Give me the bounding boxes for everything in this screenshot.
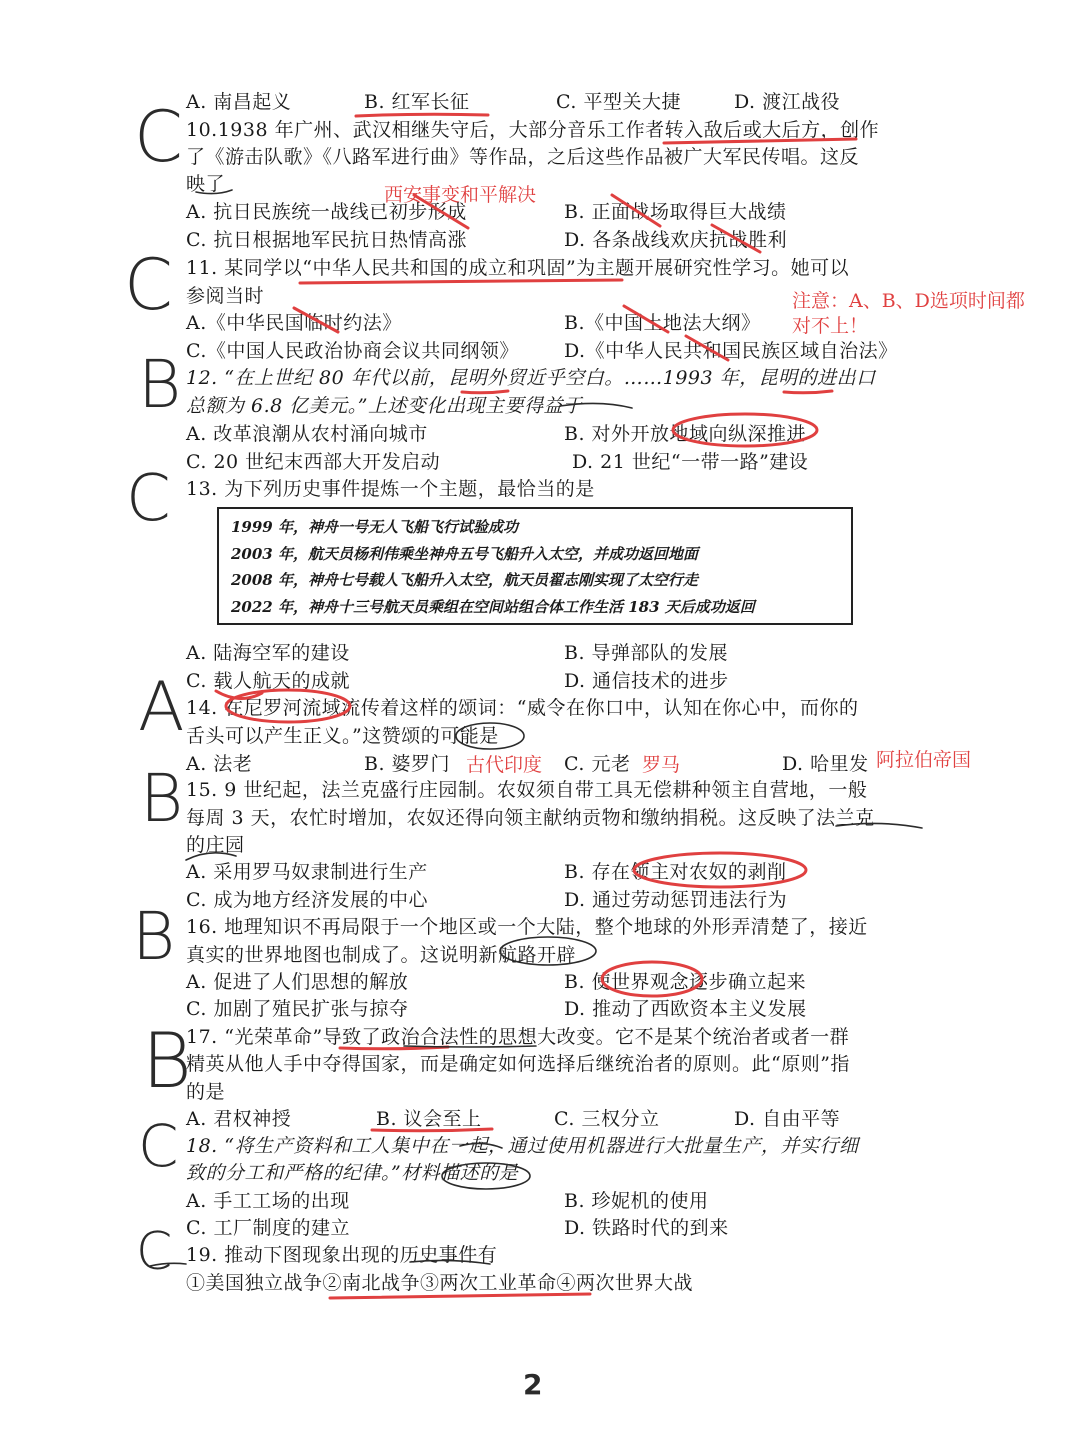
q10-handwritten-answer: C [134, 96, 183, 178]
q13-option-a: A. 陆海空军的建设 [186, 642, 350, 664]
strike-q11-a [294, 308, 338, 332]
circle-q12-b [673, 414, 817, 446]
q16-option-c: C. 加剧了殖民扩张与掠夺 [186, 998, 409, 1020]
q16-option-a: A. 促进了人们思想的解放 [186, 971, 409, 993]
q14-stem-line2: 舌头可以产生正义。”这赞颂的可能是 [186, 725, 499, 747]
pencil-q19-stem [410, 1260, 490, 1264]
pencil-q15-a [186, 853, 236, 860]
underline-q17-b [372, 1129, 492, 1131]
q11-stem-line1: 11. 某同学以“中华人民共和国的成立和巩固”为主题开展研究性学习。她可以 [186, 257, 850, 279]
q14-option-d: D. 哈里发 [782, 753, 869, 775]
q13-option-c: C. 载人航天的成就 [186, 670, 350, 692]
underline-q9-b [356, 114, 488, 116]
q15-option-b: B. 存在领主对农奴的剥削 [564, 861, 787, 883]
q15-option-a: A. 采用罗马奴隶制进行生产 [186, 861, 428, 883]
q10-stem-line2: 了《游击队歌》《八路军进行曲》等作品，之后这些作品被广大军民传唱。这反 [186, 146, 860, 168]
q11-option-b: B.《中国土地法大纲》 [564, 312, 761, 334]
q10-stem-line1: 10.1938 年广州、武汉相继失守后，大部分音乐工作者转入敌后或大后方，创作 [186, 119, 880, 141]
q10-option-a: A. 抗日民族统一战线已初步形成 [186, 201, 467, 223]
q18-stem-line1: 18. “将生产资料和工人集中在一起，通过使用机器进行大批量生产，并实行细 [186, 1135, 859, 1157]
q17-stem-line2: 精英从他人手中夺得国家，而是确定如何选择后继统治者的原则。此“原则”指 [186, 1053, 850, 1075]
q13-event-1999: 1999 年，神舟一号无人飞船飞行试验成功 [231, 518, 518, 536]
pencil-q12-stem [560, 403, 632, 408]
underline-q12-kunming1 [462, 391, 508, 393]
q12-stem-line2: 总额为 6.8 亿美元。”上述变化出现主要得益于 [186, 395, 583, 417]
circle-q15-b [634, 853, 806, 887]
q14-red-note-b: 古代印度 [466, 754, 543, 776]
q14-red-note-d: 阿拉伯帝国 [876, 749, 972, 771]
q11-option-a: A.《中华民国临时约法》 [186, 312, 402, 334]
q9-option-c: C. 平型关大捷 [556, 91, 681, 113]
q19-stem-line2: ①美国独立战争②南北战争③两次工业革命④两次世界大战 [186, 1272, 694, 1294]
q17-option-a: A. 君权神授 [186, 1108, 292, 1130]
underline-q12-kunming2 [784, 391, 832, 393]
q12-handwritten-answer: B [138, 346, 182, 423]
q19-handwritten-answer: C [136, 1222, 173, 1282]
q13-stem: 13. 为下列历史事件提炼一个主题，最恰当的是 [186, 478, 595, 500]
q9-option-b: B. 红军长征 [364, 91, 470, 113]
q15-stem-line2: 每周 3 天，农忙时增加，农奴还得向领主献纳贡物和缴纳捐税。这反映了法兰克 [186, 807, 875, 829]
q18-option-c: C. 工厂制度的建立 [186, 1217, 350, 1239]
q13-option-d: D. 通信技术的进步 [564, 670, 729, 692]
q18-option-d: D. 铁路时代的到来 [564, 1217, 729, 1239]
q9-option-d: D. 渡江战役 [734, 91, 841, 113]
circle-q14-nile [226, 690, 350, 722]
q14-option-b: B. 婆罗门 [364, 753, 451, 775]
strike-q10-d [712, 225, 760, 252]
q19-stem-line1: 19. 推动下图现象出现的历史事件有 [186, 1244, 498, 1266]
q17-stem-line3: 的是 [186, 1081, 226, 1103]
pencil-q17-stem [404, 1046, 536, 1047]
q11-handwritten-answer: C [124, 244, 173, 326]
q13-event-2008: 2008 年，神舟七号载人飞船升入太空，航天员翟志刚实现了太空行走 [231, 571, 698, 589]
q13-handwritten-answer: C [126, 462, 171, 536]
strike-q11-b [624, 306, 668, 332]
q18-option-a: A. 手工工场的出现 [186, 1190, 350, 1212]
q17-handwritten-answer: B [142, 1016, 192, 1105]
q16-option-d: D. 推动了西欧资本主义发展 [564, 998, 807, 1020]
q15-option-c: C. 成为地方经济发展的中心 [186, 889, 428, 911]
strike-q10-a [414, 195, 468, 228]
q17-option-c: C. 三权分立 [554, 1108, 660, 1130]
strike-q11-d [686, 336, 728, 360]
underline-q10-stem [664, 139, 856, 143]
q11-option-c: C.《中国人民政治协商会议共同纲领》 [186, 340, 519, 362]
page-number: 2 [523, 1368, 543, 1401]
q14-stem-line1: 14. 在尼罗河流域流传着这样的颂词：“威令在你口中，认知在你心中，而你的 [186, 697, 859, 719]
q18-stem-line2: 致的分工和严格的纪律。”材料描述的是 [186, 1162, 519, 1184]
q11-red-note-line1: 注意：A、B、D选项时间都 [792, 290, 1025, 312]
q12-option-a: A. 改革浪潮从农村涌向城市 [186, 423, 428, 445]
q10-option-c: C. 抗日根据地军民抗日热情高涨 [186, 229, 467, 251]
q9-option-a: A. 南昌起义 [186, 91, 292, 113]
q10-option-b: B. 正面战场取得巨大战绩 [564, 201, 787, 223]
q11-red-note-line2: 对不上！ [792, 315, 869, 337]
q10-red-note: 西安事变和平解决 [384, 184, 537, 206]
q13-event-2003: 2003 年，航天员杨利伟乘坐神舟五号飞船升入太空，并成功返回地面 [231, 545, 698, 563]
q15-handwritten-answer: B [140, 760, 184, 837]
q16-stem-line1: 16. 地理知识不再局限于一个地区或一个大陆，整个地球的外形弄清楚了，接近 [186, 916, 868, 938]
q12-option-b: B. 对外开放地域向纵深推进 [564, 423, 807, 445]
q18-option-b: B. 珍妮机的使用 [564, 1190, 709, 1212]
q12-option-d: D. 21 世纪“一带一路”建设 [572, 451, 809, 473]
q14-handwritten-answer: A [138, 668, 185, 747]
q11-option-d: D.《中华人民共和国民族区域自治法》 [564, 340, 898, 362]
q17-option-b: B. 议会至上 [376, 1108, 482, 1130]
q15-stem-line1: 15. 9 世纪起，法兰克盛行庄园制。农奴须自带工具无偿耕种领主自营地，一般 [186, 779, 868, 801]
q16-stem-line2: 真实的世界地图也制成了。这说明新航路开辟 [186, 944, 577, 966]
q12-option-c: C. 20 世纪末西部大开发启动 [186, 451, 441, 473]
q15-stem-line3: 的庄园 [186, 834, 245, 856]
pencil-q10-stem [196, 190, 232, 194]
q14-option-c: C. 元老 [564, 753, 631, 775]
underline-q11-theme [300, 280, 622, 283]
q16-handwritten-answer: B [132, 898, 176, 975]
pencil-q19-arrow [150, 1263, 186, 1266]
q12-stem-line1: 12. “在上世纪 80 年代以前，昆明外贸近乎空白。……1993 年，昆明的进出口 [186, 367, 876, 389]
q17-option-d: D. 自由平等 [734, 1108, 841, 1130]
q14-option-a: A. 法老 [186, 753, 253, 775]
pencil-q15-stem [836, 823, 922, 828]
pencil-q18-stem2 [442, 1163, 530, 1189]
strike-q10-b [612, 195, 660, 226]
q15-option-d: D. 通过劳动惩罚违法行为 [564, 889, 788, 911]
q18-handwritten-answer: C [138, 1112, 179, 1180]
q10-option-d: D. 各条战线欢庆抗战胜利 [564, 229, 788, 251]
pencil-q14-stem [456, 723, 524, 749]
q16-option-b: B. 使世界观念逐步确立起来 [564, 971, 807, 993]
pencil-q18-stem1 [460, 1143, 502, 1148]
q17-stem-line1: 17. “光荣革命”导致了政治合法性的思想大改变。它不是某个统治者或者一群 [186, 1026, 850, 1048]
circle-q16-b [602, 962, 702, 996]
q11-stem-line2: 参阅当时 [186, 285, 265, 307]
q14-red-note-c: 罗马 [642, 754, 681, 776]
underline-q19-options [330, 1294, 590, 1298]
q13-event-2022: 2022 年，神舟十三号航天员乘组在空间站组合体工作生活 183 天后成功返回 [231, 598, 755, 616]
q13-option-b: B. 导弹部队的发展 [564, 642, 729, 664]
pencil-q16-stem [500, 937, 596, 965]
q10-stem-line3: 映了 [186, 173, 226, 195]
